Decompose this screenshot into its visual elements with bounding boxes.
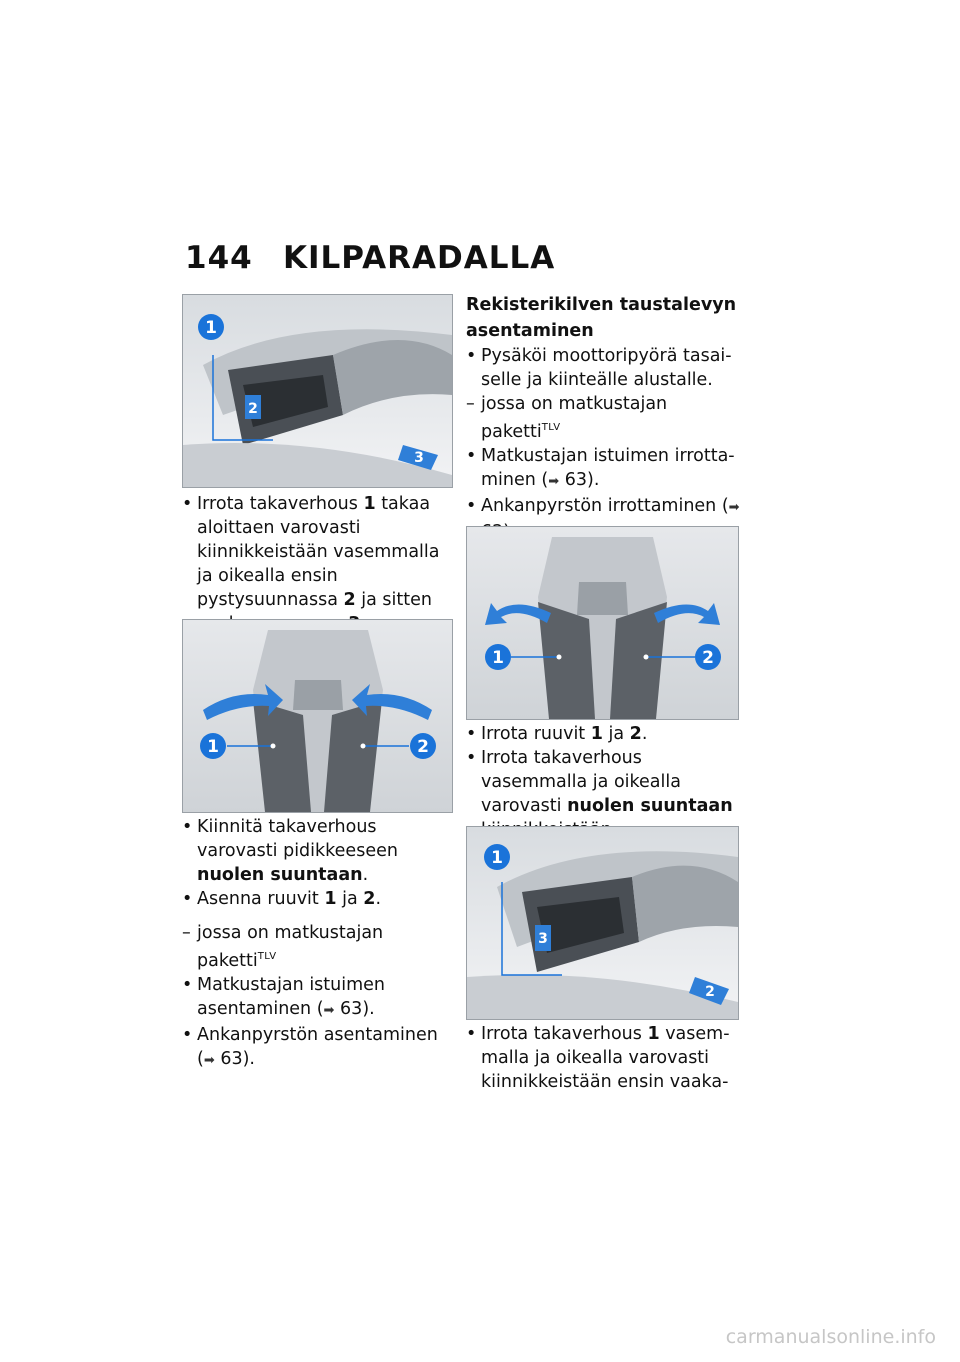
- ref-arrow-icon: ➡: [323, 1002, 335, 1018]
- right-intro: [466, 292, 741, 544]
- right-steps-middle: [466, 722, 741, 842]
- right-condition: – jossa on matkustajan paketti$^{TLV}$: [466, 392, 741, 444]
- right-step-4: • Irrota ruuvit 1 ja 2.: [466, 722, 741, 746]
- callout-1: [484, 844, 510, 870]
- callout-1: [198, 314, 224, 340]
- ref-arrow-icon: ➡: [548, 473, 560, 489]
- page-header: [185, 240, 555, 280]
- callout-2: [695, 644, 721, 670]
- svg-text:1: 1: [205, 318, 217, 338]
- figure-rear-fairing-2: [182, 619, 453, 813]
- left-step-1: • Irrota takaverhous 1 takaa aloittaen varovasti kiinnikkeistään vasemmalla ja oikealla ensin pystysuunnassa 2 ja sitten: [182, 492, 452, 636]
- figure-rear-fairing-3: [466, 526, 739, 720]
- left-step-5: • Ankanpyrstön asentaminen (➡ 63).: [182, 1023, 452, 1073]
- svg-text:1: 1: [492, 648, 504, 668]
- page-number: 144: [185, 240, 253, 276]
- left-condition: – jossa on matkustajan paketti$^{TLV}$: [182, 921, 452, 973]
- callout-2: 2: [705, 984, 715, 1000]
- figure-rear-fairing-4: [466, 826, 739, 1020]
- watermark: carmanualsonline.info: [725, 1326, 936, 1348]
- right-step-3: • Ankanpyrstön irrottaminen (➡: [466, 494, 741, 544]
- callout-1: [200, 733, 226, 759]
- svg-text:1: 1: [207, 737, 219, 757]
- right-step-1: • Pysäköi moottoripyörä tasaiselle ja kiinteälle alustalle.: [466, 344, 741, 392]
- left-steps: [182, 815, 452, 1073]
- svg-text:2: 2: [702, 648, 714, 668]
- callout-3: 3: [414, 450, 424, 466]
- figure-rear-fairing-1: [182, 294, 453, 488]
- callout-2: [410, 733, 436, 759]
- left-step-2: • Kiinnitä takaverhous varovasti pidikkeeseen nuolen suuntaan.: [182, 815, 452, 887]
- callout-1: [485, 644, 511, 670]
- right-step-6: • Irrota takaverhous 1 vasemmalla ja oikealla varovasti kiinnikkeistään ensin vaaka-: [466, 1022, 741, 1094]
- callout-3: 3: [538, 931, 548, 947]
- ref-arrow-icon: ➡: [728, 499, 740, 515]
- svg-text:2: 2: [417, 737, 429, 757]
- ref-arrow-icon: ➡: [203, 1052, 215, 1068]
- left-step-3: • Asenna ruuvit 1 ja 2.: [182, 887, 452, 911]
- left-step-4: • Matkustajan istuimen asentaminen (➡ 63).: [182, 973, 452, 1023]
- svg-text:1: 1: [491, 848, 503, 868]
- right-step-2: • Matkustajan istuimen irrottaminen (➡ 63).: [466, 444, 741, 494]
- callout-2: 2: [248, 401, 258, 417]
- subsection-title: Rekisterikilven taustalevyn asentaminen: [466, 295, 737, 341]
- section-title: KILPARADALLA: [283, 240, 556, 276]
- right-step-5: • Irrota takaverhous vasemmalla ja oikealla varovasti nuolen suuntaan: [466, 746, 741, 842]
